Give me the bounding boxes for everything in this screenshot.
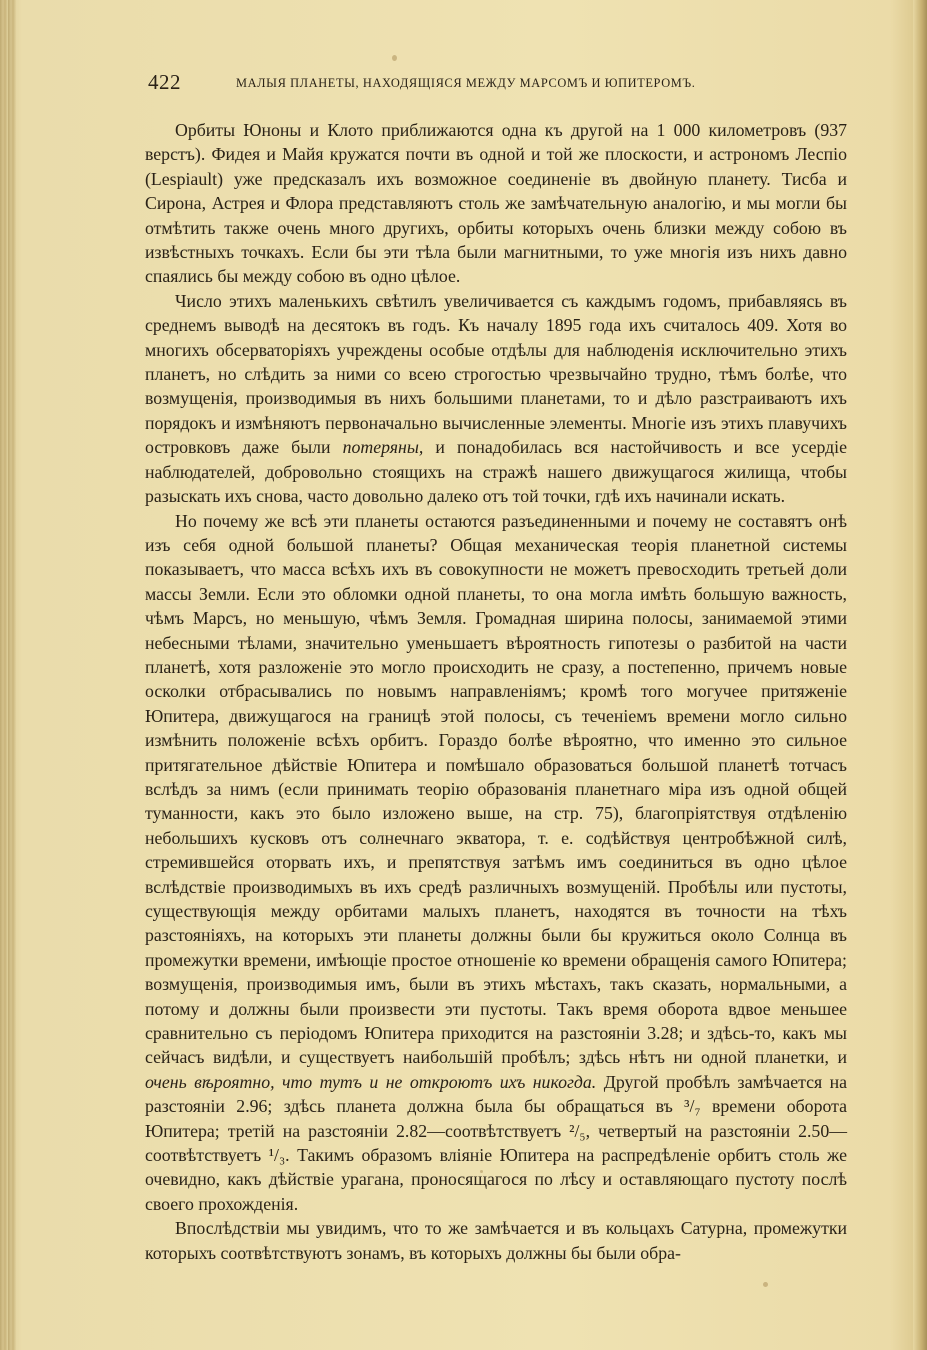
ink-speck [392,55,397,61]
page-number: 422 [148,70,181,94]
body-text [145,118,847,1265]
paragraph-3: Но почему же всѣ эти планеты остаются разъединенными и почему не составятъ онѣ изъ себя одной большой планеты? Общая механическая теорія планетной системы показываетъ, что масса всѣхъ ихъ въ совокупности не можетъ превосходить третьей доли массы Земли. Если это обломки одной планеты, то она могла имѣть большую важность, чѣмъ Марсъ, но меньшую, чѣмъ Земля. Громадная ширина полосы, занимаемой этими небесными тѣлами, значительно уменьшаетъ вѣроятность гипотезы о разбитой на части планетѣ, хотя разложеніе это могло происходить не сразу, а постепенно, причемъ новые осколки отбрасывались по новымъ направленіямъ; кромѣ того могучее притяженіе Юпитера, движущагося на границѣ этой полосы, съ теченіемъ времени могло сильно измѣнить положеніе всѣхъ орбитъ. Гораздо болѣе вѣроятно, что именно это сильное притягательное дѣйствіе Юпитера и помѣшало образоваться большой планетѣ тотчасъ вслѣдъ за нимъ (если принимать теорію образованія планетнаго міра изъ одной общей туманности, какъ это было изложено выше, на стр. 75), благопріятствуя отдѣленію небольшихъ кусковъ отъ солнечнаго экватора, т. е. содѣйствуя центробѣжной силѣ, стремившейся оторвать ихъ, и препятствуя затѣмъ имъ соединиться въ одно цѣлое вслѣдствіе производимыхъ въ ихъ средѣ различныхъ возмущеній. Пробѣлы или пустоты, существующія между орбитами малыхъ планетъ, находятся въ точности на тѣхъ разстояніяхъ, на которыхъ эти планеты должны были бы кружиться около Солнца въ промежутки времени, имѣющіе простое отношеніе ко времени обращенія самого Юпитера; возмущенія, производимыя имъ, были въ этихъ мѣстахъ, такъ сказать, нормальными, а потому и должны были произвести эти пустоты. Такъ время оборота вдвое меньшее сравнительно съ періодомъ Юпитера приходится на разстояніи 3.28; и здѣсь-то, какъ мы сейчасъ видѣли, и существуетъ наибольшій пробѣлъ; здѣсь нѣтъ ни одной планетки, и очень вѣроятно, что тутъ и не откроютъ ихъ никогда. Другой пробѣлъ замѣчается на разстояніи 2.96; здѣсь планета должна была бы обращаться въ ³/₇ времени оборота Юпитера; третій на разстояніи 2.82—соотвѣтствуетъ ²/₅, четвертый на разстояніи 2.50—соотвѣтствуетъ ¹/₃. Такимъ образомъ вліяніе Юпитера на распредѣленіе орбитъ столь же очевидно, какъ дѣйствіе урагана, проносящагося по лѣсу и оставляющаго пустоту послѣ своего прохожденія. [145,510,848,1214]
italic-emphasis: очень вѣроятно, что тутъ и не откроютъ ихъ никогда. [145,1071,597,1092]
page-header [148,70,848,100]
italic-emphasis: потеряны, [342,437,424,458]
page-edge [913,0,927,1350]
paragraph-2: Число этихъ маленькихъ свѣтилъ увеличивается съ каждымъ годомъ, прибавляясь въ среднемъ выводѣ на десятокъ въ годъ. Къ началу 1895 года ихъ считалось 409. Хотя во многихъ обсерваторіяхъ учреждены особые отдѣлы для наблюденія исключительно этихъ планетъ, но слѣдить за ними со всею строгостью чрезвычайно трудно, тѣмъ болѣе, что возмущенія, производимыя въ нихъ большими планетами, то и дѣло разстраиваютъ ихъ порядокъ и измѣняютъ первоначально вычисленные элементы. Многіе изъ этихъ плавучихъ островковъ даже были потеряны, и понадобилась вся настойчивость и все усердіе наблюдателей, добровольно стоящихъ на стражѣ нашего движущагося жилища, чтобы разыскать ихъ снова, часто довольно далеко отъ той точки, гдѣ ихъ начинали искать. [145,290,847,507]
ink-speck [763,1282,768,1287]
running-head: МАЛЫЯ ПЛАНЕТЫ, НАХОДЯЩІЯСЯ МЕЖДУ МАРСОМЪ И ЮПИТЕРОМЪ. [236,76,696,90]
page-binding-shadow [0,0,16,1350]
paragraph-1: Орбиты Юноны и Клото приближаются одна къ другой на 1 000 километровъ (937 верстъ). Фидея и Майя кружатся почти въ одной и той же плоскости, и астрономъ Леспіо (Lespiault) уже предсказалъ ихъ возможное соединеніе въ двойную планету. Тисба и Сирона, Астрея и Флора представляютъ столь же замѣчательную аналогію, и мы могли бы отмѣтить также очень много другихъ, орбиты которыхъ очень близки между собою въ извѣстныхъ точкахъ. Если бы эти тѣла были магнитными, то уже многія изъ нихъ давно спаялись бы между собою въ одно цѣлое. [145,120,847,287]
paragraph-4: Впослѣдствіи мы увидимъ, что то же замѣчается и въ кольцахъ Сатурна, промежутки которыхъ соотвѣтствуютъ зонамъ, въ которыхъ должны бы были обра- [145,1218,847,1263]
